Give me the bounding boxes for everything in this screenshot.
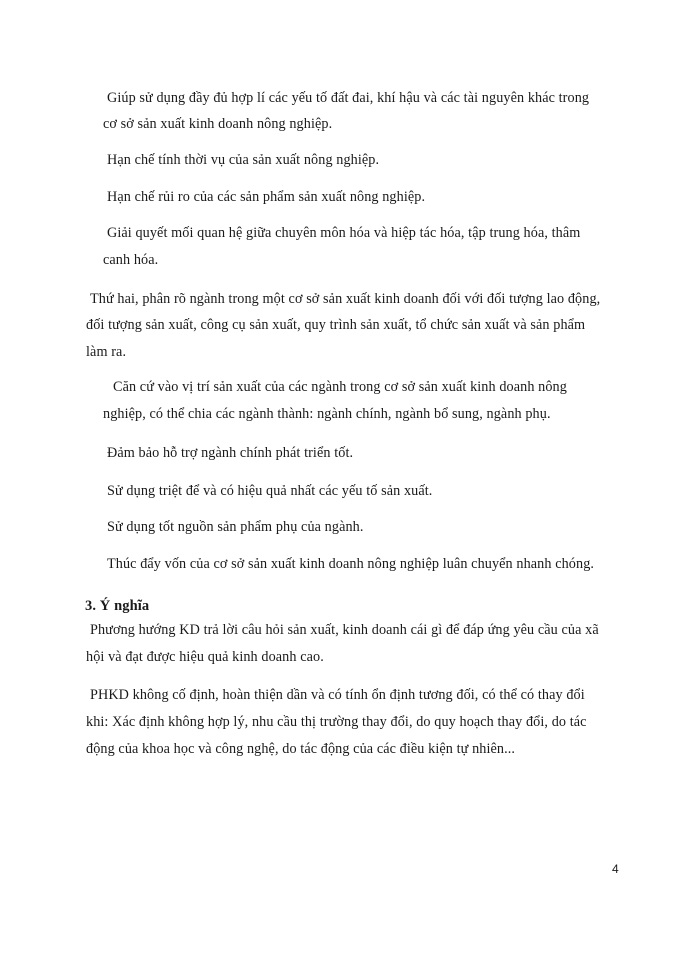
paragraph-line: Căn cứ vào vị trí sản xuất của các ngành trong cơ sở sản xuất kinh doanh nông bbox=[113, 379, 567, 395]
paragraph-line: hội và đạt được hiệu quả kinh doanh cao. bbox=[86, 649, 324, 665]
paragraph-line: đối tượng sản xuất, công cụ sản xuất, quy trình sản xuất, tổ chức sản xuất và sản phẩm bbox=[86, 317, 586, 333]
paragraph-line: Thứ hai, phân rõ ngành trong một cơ sở sản xuất kinh doanh đối với đối tượng lao động, bbox=[90, 291, 601, 307]
paragraph-line: canh hóa. bbox=[103, 252, 159, 268]
paragraph-line: cơ sở sản xuất kinh doanh nông nghiệp. bbox=[103, 116, 333, 132]
paragraph-line: Thúc đẩy vốn của cơ sở sản xuất kinh doanh nông nghiệp luân chuyển nhanh chóng. bbox=[107, 556, 595, 572]
paragraph-line: Sử dụng tốt nguồn sản phẩm phụ của ngành. bbox=[107, 519, 364, 535]
paragraph-line: Phương hướng KD trả lời câu hỏi sản xuất, kinh doanh cái gì để đáp ứng yêu cầu của xã bbox=[90, 622, 599, 638]
paragraph-line: Giúp sử dụng đầy đủ hợp lí các yếu tố đất đai, khí hậu và các tài nguyên khác trong bbox=[107, 90, 590, 106]
paragraph-line: Đảm bảo hỗ trợ ngành chính phát triển tốt. bbox=[107, 445, 354, 461]
paragraph-line: làm ra. bbox=[86, 344, 127, 360]
page-number: 4 bbox=[612, 862, 619, 876]
paragraph-line: Sử dụng triệt để và có hiệu quả nhất các yếu tố sản xuất. bbox=[107, 483, 433, 499]
paragraph-line: khi: Xác định không hợp lý, nhu cầu thị trường thay đổi, do quy hoạch thay đổi, do tác bbox=[86, 714, 587, 730]
section-heading: 3. Ý nghĩa bbox=[85, 598, 150, 614]
paragraph-line: Hạn chế rủi ro của các sản phẩm sản xuất nông nghiệp. bbox=[107, 189, 426, 205]
paragraph-line: PHKD không cố định, hoàn thiện dần và có tính ổn định tương đối, có thể có thay đổi bbox=[90, 687, 585, 703]
paragraph-line: nghiệp, có thể chia các ngành thành: ngành chính, ngành bổ sung, ngành phụ. bbox=[103, 406, 551, 422]
paragraph-line: Giải quyết mối quan hệ giữa chuyên môn hóa và hiệp tác hóa, tập trung hóa, thâm bbox=[107, 225, 581, 241]
paragraph-line: động của khoa học và công nghệ, do tác động của các điều kiện tự nhiên... bbox=[86, 741, 516, 757]
paragraph-line: Hạn chế tính thời vụ của sản xuất nông nghiệp. bbox=[107, 152, 380, 168]
